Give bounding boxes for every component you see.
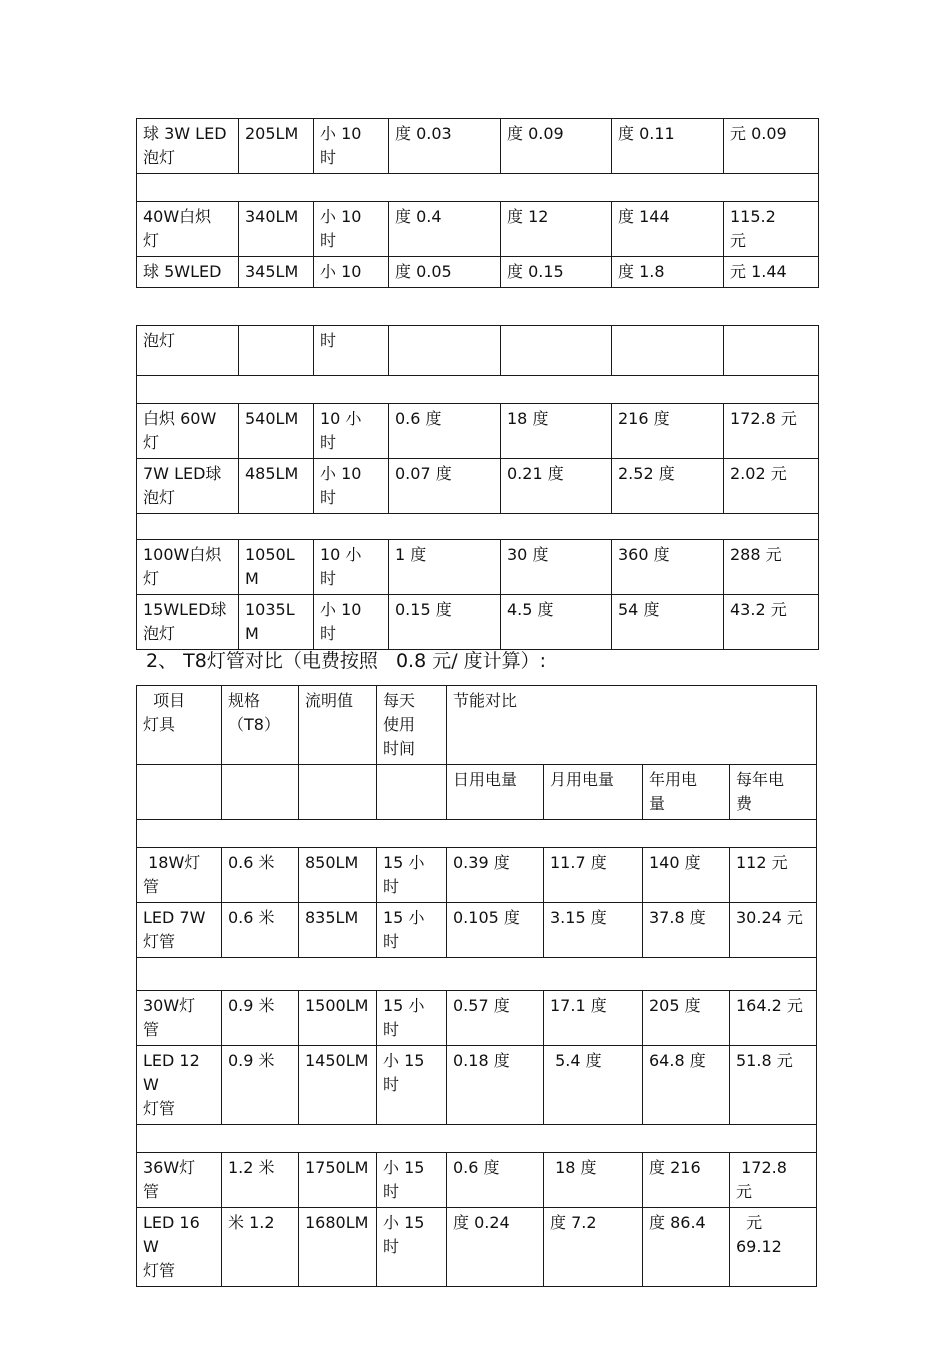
table-cell: 30.24 元: [730, 903, 817, 958]
table-cell: 年用电 量: [643, 765, 730, 820]
table-cell: 元 1.44: [724, 257, 819, 288]
table-cell: 度 216: [643, 1153, 730, 1208]
table-cell: 2.52 度: [612, 459, 724, 514]
spacer-row: [137, 174, 819, 202]
header-daily-time: 每天 使用 时间: [377, 686, 447, 765]
table-row: [137, 1046, 817, 1125]
table-cell: [239, 326, 314, 376]
table-cell: 球 3W LED 泡灯: [137, 119, 239, 174]
spacer-row: [137, 820, 817, 848]
table-cell: 度 86.4: [643, 1208, 730, 1287]
table-cell: 度 0.4: [389, 202, 501, 257]
table-cell: 0.6 度: [447, 1153, 544, 1208]
table-cell: 18W灯 管: [137, 848, 222, 903]
table-cell: 30 度: [501, 540, 612, 595]
table-cell: 度 1.8: [612, 257, 724, 288]
table-cell: 11.7 度: [544, 848, 643, 903]
table-cell: 1050LM: [239, 540, 314, 595]
table-cell: 0.07 度: [389, 459, 501, 514]
table-cell: 172.8 元: [730, 1153, 817, 1208]
table-cell: 1450LM: [299, 1046, 377, 1125]
table-row: [137, 991, 817, 1046]
table-cell: 205LM: [239, 119, 314, 174]
table-cell: 度 0.15: [501, 257, 612, 288]
section-heading-t8: 2、 T8灯管对比（电费按照 0.8 元/ 度计算）:: [146, 650, 547, 672]
table-cell: [612, 326, 724, 376]
table-cell: 度 0.09: [501, 119, 612, 174]
table-cell: 340LM: [239, 202, 314, 257]
table-cell: 度 0.11: [612, 119, 724, 174]
table-cell: 850LM: [299, 848, 377, 903]
lamp-comparison-table-part2: [136, 325, 819, 650]
table-cell: 205 度: [643, 991, 730, 1046]
header-item: 项目 灯具: [137, 686, 222, 765]
table-cell: 1500LM: [299, 991, 377, 1046]
table-header-row: [137, 686, 817, 765]
table-cell: 0.21 度: [501, 459, 612, 514]
table-cell: 15 小 时: [377, 903, 447, 958]
table-cell: [501, 326, 612, 376]
table-cell: [137, 765, 222, 820]
table-cell: 43.2 元: [724, 595, 819, 650]
table-cell: 小 10: [314, 257, 389, 288]
table-cell: 月用电量: [544, 765, 643, 820]
table-cell: 112 元: [730, 848, 817, 903]
table-cell: 15WLED球 泡灯: [137, 595, 239, 650]
table-cell: 3.15 度: [544, 903, 643, 958]
table-cell: 54 度: [612, 595, 724, 650]
spacer-cell: [137, 820, 817, 848]
table-cell: 0.105 度: [447, 903, 544, 958]
table-row: [137, 540, 819, 595]
table-cell: 每年电 费: [730, 765, 817, 820]
table-cell: 元 69.12: [730, 1208, 817, 1287]
table-row: [137, 765, 817, 820]
spacer-row: [137, 514, 819, 540]
table-cell: 小 10 时: [314, 459, 389, 514]
table-cell: 日用电量: [447, 765, 544, 820]
table-cell: 1750LM: [299, 1153, 377, 1208]
table-cell: 164.2 元: [730, 991, 817, 1046]
spacer-row: [137, 1125, 817, 1153]
table-cell: [299, 765, 377, 820]
table-cell: 小 10 时: [314, 595, 389, 650]
spacer-cell: [137, 174, 819, 202]
table-cell: 36W灯 管: [137, 1153, 222, 1208]
spacer-cell: [137, 514, 819, 540]
table-cell: 30W灯 管: [137, 991, 222, 1046]
table-cell: [222, 765, 299, 820]
table-cell: 15 小 时: [377, 991, 447, 1046]
table-cell: 216 度: [612, 404, 724, 459]
table-cell: 球 5WLED: [137, 257, 239, 288]
table-cell: 0.18 度: [447, 1046, 544, 1125]
spacer-cell: [137, 958, 817, 991]
spacer-cell: [137, 376, 819, 404]
table-cell: 360 度: [612, 540, 724, 595]
table-cell: 7W LED球 泡灯: [137, 459, 239, 514]
table-cell: 835LM: [299, 903, 377, 958]
table-cell: [377, 765, 447, 820]
table-cell: 140 度: [643, 848, 730, 903]
table-cell: 100W白炽 灯: [137, 540, 239, 595]
spacer-cell: [137, 1125, 817, 1153]
table-cell: 18 度: [501, 404, 612, 459]
table-cell: 1.2 米: [222, 1153, 299, 1208]
table-row: [137, 404, 819, 459]
table-cell: 17.1 度: [544, 991, 643, 1046]
table-cell: 度 12: [501, 202, 612, 257]
table-cell: 0.6 度: [389, 404, 501, 459]
table-row: [137, 848, 817, 903]
t8-tube-comparison-table: [136, 685, 817, 1287]
header-lumen: 流明值: [299, 686, 377, 765]
table-cell: 度 0.03: [389, 119, 501, 174]
table-cell: 4.5 度: [501, 595, 612, 650]
table-cell: 0.6 米: [222, 903, 299, 958]
table-cell: 小 10 时: [314, 119, 389, 174]
header-energy-compare: 节能对比: [447, 686, 817, 765]
table-cell: 51.8 元: [730, 1046, 817, 1125]
table-cell: [389, 326, 501, 376]
table-row: [137, 459, 819, 514]
spacer-row: [137, 376, 819, 404]
table-cell: 2.02 元: [724, 459, 819, 514]
table-cell: 度 0.24: [447, 1208, 544, 1287]
table-cell: 172.8 元: [724, 404, 819, 459]
table-row: [137, 202, 819, 257]
table-cell: LED 7W 灯管: [137, 903, 222, 958]
table-cell: 18 度: [544, 1153, 643, 1208]
table-cell: 小 15 时: [377, 1153, 447, 1208]
table-cell: 小 10 时: [314, 202, 389, 257]
table-cell: 485LM: [239, 459, 314, 514]
table-cell: 度 7.2: [544, 1208, 643, 1287]
table-row: [137, 257, 819, 288]
table-cell: 10 小 时: [314, 404, 389, 459]
spacer-row: [137, 958, 817, 991]
table-row: [137, 119, 819, 174]
table-row: [137, 1208, 817, 1287]
table-cell: 泡灯: [137, 326, 239, 376]
table-row: [137, 903, 817, 958]
table-cell: 540LM: [239, 404, 314, 459]
table-cell: 白炽 60W 灯: [137, 404, 239, 459]
table-cell: 元 0.09: [724, 119, 819, 174]
table-cell: 288 元: [724, 540, 819, 595]
table-cell: 1 度: [389, 540, 501, 595]
table-cell: 0.6 米: [222, 848, 299, 903]
table-cell: 度 0.05: [389, 257, 501, 288]
table-cell: 1035LM: [239, 595, 314, 650]
table-cell: 40W白炽 灯: [137, 202, 239, 257]
table-cell: 0.15 度: [389, 595, 501, 650]
table-cell: [724, 326, 819, 376]
header-spec: 规格 （T8）: [222, 686, 299, 765]
table-cell: 115.2 元: [724, 202, 819, 257]
table-cell: 时: [314, 326, 389, 376]
table-cell: 64.8 度: [643, 1046, 730, 1125]
table-cell: LED 12W 灯管: [137, 1046, 222, 1125]
table-cell: 0.57 度: [447, 991, 544, 1046]
table-cell: 0.9 米: [222, 1046, 299, 1125]
table-cell: 小 15 时: [377, 1208, 447, 1287]
table-cell: 15 小 时: [377, 848, 447, 903]
table-row: [137, 595, 819, 650]
table-row: [137, 1153, 817, 1208]
table-cell: 0.9 米: [222, 991, 299, 1046]
table-cell: 5.4 度: [544, 1046, 643, 1125]
table-cell: LED 16W 灯管: [137, 1208, 222, 1287]
lamp-comparison-table-part1: [136, 118, 819, 288]
table-cell: 0.39 度: [447, 848, 544, 903]
table-cell: 小 15 时: [377, 1046, 447, 1125]
table-cell: 1680LM: [299, 1208, 377, 1287]
table-cell: 345LM: [239, 257, 314, 288]
table-cell: 度 144: [612, 202, 724, 257]
table-cell: 37.8 度: [643, 903, 730, 958]
table-row: [137, 326, 819, 376]
table-cell: 10 小 时: [314, 540, 389, 595]
table-cell: 米 1.2: [222, 1208, 299, 1287]
